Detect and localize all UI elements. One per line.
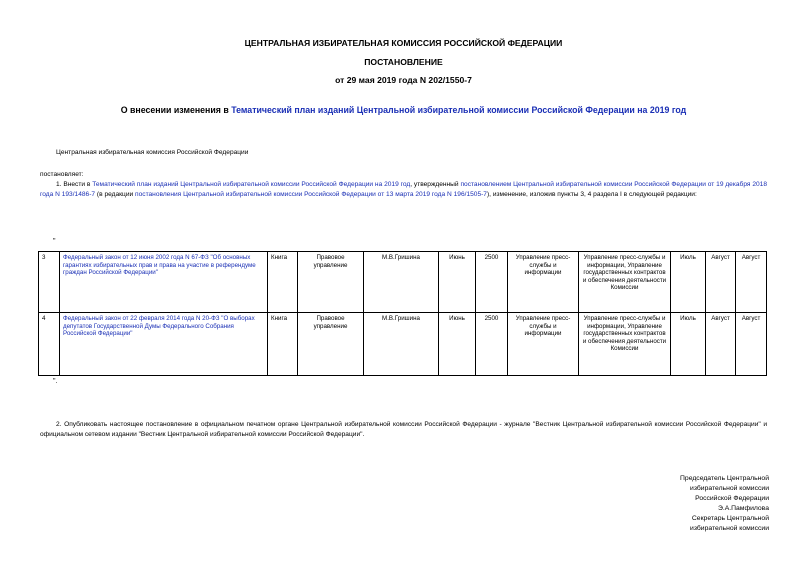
table-row: [39, 252, 767, 313]
plan-table: [38, 251, 767, 376]
row-m1: Июль: [671, 313, 706, 376]
doc-type-heading: ПОСТАНОВЛЕНИЕ: [364, 57, 443, 67]
resolution-196-link[interactable]: постановления Центральной избирательной комиссии Российской Федерации от 13 марта 2019 года N 196/1505-7: [135, 190, 487, 198]
document-title: [0, 105, 807, 115]
institution-text: Центральная избирательная комиссия Российской Федерации: [56, 149, 249, 156]
row-category: Правовое управление: [298, 252, 364, 313]
org-heading: ЦЕНТРАЛЬНАЯ ИЗБИРАТЕЛЬНАЯ КОМИССИЯ РОССИЙСКОЙ ФЕДЕРАЦИИ: [244, 38, 563, 48]
law-67-link[interactable]: Федеральный закон от 12 июня 2002 года N 67-ФЗ "Об основных гарантиях избирательных прав и права на участие в референдуме граждан Российской Федерации": [63, 254, 256, 277]
quote-close: ".: [53, 378, 58, 385]
item1-text-b: , утвержденный: [410, 181, 461, 188]
signature-block: [680, 474, 769, 534]
item1-text-a: 1. Внести в: [56, 181, 93, 188]
item1-text-d: ), изменение, изложив пункты 3, 4 раздела I в следующей редакции:: [486, 190, 697, 198]
thematic-plan-link[interactable]: Тематический план изданий Центральной избирательной комиссии Российской Федерации на 2019 год: [92, 181, 411, 188]
row-dept2: Управление пресс-службы и информации, Управление государственных контрактов и обеспечения деятельности Комиссии: [579, 313, 671, 376]
row-title: [60, 313, 268, 376]
title-prefix: О внесении изменения в: [120, 105, 232, 115]
row-m3: Август: [736, 313, 767, 376]
row-month: Июнь: [439, 252, 476, 313]
item1-text-c: (в редакции: [95, 190, 136, 198]
row-dept2: Управление пресс-службы и информации, Управление государственных контрактов и обеспечения деятельности Комиссии: [579, 252, 671, 313]
row-m1: Июль: [671, 252, 706, 313]
title-link[interactable]: Тематический план изданий Центральной избирательной комиссии Российской Федерации на 2019 год: [231, 105, 687, 115]
signature-line: избирательной комиссии: [690, 525, 769, 532]
row-author: М.В.Гришина: [364, 313, 439, 376]
resolution-193-link[interactable]: постановлением Центральной избирательной комиссии Российской Федерации от 19 декабря 2018 года N 193/1486-7: [40, 181, 767, 198]
row-number: 4: [39, 313, 60, 376]
row-m3: Август: [736, 252, 767, 313]
row-dept1: Управление пресс-службы и информации: [508, 313, 579, 376]
item-1-paragraph: [40, 180, 767, 200]
row-dept1: Управление пресс-службы и информации: [508, 252, 579, 313]
row-number: 3: [39, 252, 60, 313]
table-row: [39, 313, 767, 376]
law-20-link[interactable]: Федеральный закон от 22 февраля 2014 года N 20-ФЗ "О выборах депутатов Государственной Думы Федерального Собрания Российской Федерации": [63, 315, 255, 338]
signature-line: Секретарь Центральной: [691, 515, 769, 522]
row-category: Правовое управление: [298, 313, 364, 376]
row-kind: Книга: [268, 252, 298, 313]
signature-line: Председатель Центральной: [680, 475, 769, 482]
row-kind: Книга: [268, 313, 298, 376]
postanovlyaet-text: постановляет:: [40, 171, 84, 178]
signature-line: избирательной комиссии: [690, 485, 769, 492]
row-m2: Август: [706, 313, 736, 376]
item-2-paragraph: 2. Опубликовать настоящее постановление в официальном печатном органе Центральной избирательной комиссии Российской Федерации - журнале "Вестник Центральной избирательной комиссии Российской Федерации" и официальном сетевом издании "Вестник Центральной избирательной комиссии Российской Федерации".: [40, 421, 767, 438]
row-title: [60, 252, 268, 313]
row-copies: 2500: [476, 252, 508, 313]
row-copies: 2500: [476, 313, 508, 376]
signature-name: Э.А.Памфилова: [717, 505, 769, 512]
row-month: Июнь: [439, 313, 476, 376]
date-number-heading: от 29 мая 2019 года N 202/1550-7: [335, 75, 472, 85]
row-author: М.В.Гришина: [364, 252, 439, 313]
quote-open: ": [53, 238, 56, 245]
row-m2: Август: [706, 252, 736, 313]
signature-line: Российской Федерации: [695, 495, 769, 502]
